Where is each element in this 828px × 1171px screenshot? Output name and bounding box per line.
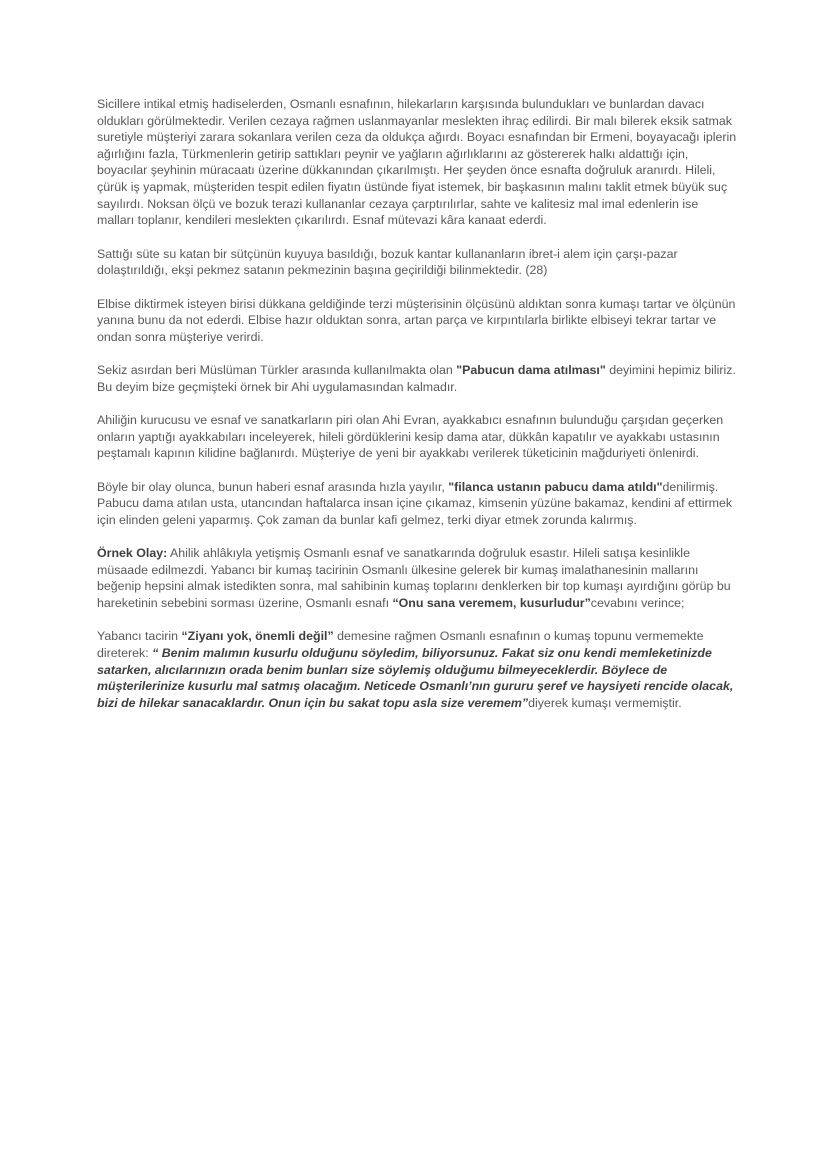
paragraph-text: Böyle bir olay olunca, bunun haberi esnaf arasında hızla yayılır, bbox=[97, 479, 449, 494]
paragraph-text: deyimini hepimiz biliriz. Bu deyim bize geçmişteki örnek bir Ahi uygulamasından kalmadır. bbox=[97, 363, 736, 394]
paragraph-pabuc-deyimi bbox=[97, 362, 737, 395]
paragraph-tacir bbox=[97, 628, 737, 711]
paragraph-sicil: Sicillere intikal etmiş hadiselerden, Osmanlı esnafının, hilekarların karşısında bulundukları ve bunlardan davacı oldukları görülmektedir. Verilen cezaya rağmen uslanmayanlar meslekten ihraç edilirdi. Bir malı bilerek eksik satmak suretiyle müşteriyi zarara sokanlara verilen ceza da oldukça ağırdı. Boyacı esnafından bir Ermeni, boyayacağı iplerin ağırlığını fazla, Türkmenlerin getirip sattıkları peynir ve yağların ağırlıklarını az göstererek halkı aldattığı için, boyacılar şeyhinin müracaatı üzerine dükkanından çıkarılmıştı. Her şeyden önce esnafta doğruluk aranırdı. Hileli, çürük iş yapmak, müşteriden tespit edilen fiyatın üstünde fiyat istemek, bir başkasının malını taklit etmek büyük suç sayılırdı. Noksan ölçü ve bozuk terazi kullananlar cezaya çarptırılırlar, sahte ve kalitesiz mal imal edenlerin ise malları toplanır, kendileri meslekten çıkarılırdı. Esnaf mütevazi kâra kanaat ederdi. bbox=[97, 97, 737, 228]
quote-bold-text: “Ziyanı yok, önemli değil” bbox=[181, 629, 334, 644]
idiom-bold-text: "Pabucun dama atılması" bbox=[456, 363, 606, 378]
paragraph-ahi-evran: Ahiliğin kurucusu ve esnaf ve sanatkarların piri olan Ahi Evran, ayakkabıcı esnafının bulunduğu çarşıdan geçerken onların yaptığı ayakkabıları inceleyerek, hileli gördüklerini kesip dama atar, dükkân kapatılır ve ayakkabı ustasının peştamalı kapının kilidine bağlanırdı. Müşteriye de yeni bir ayakkabı verilerek tüketicinin mağduriyeti önlenirdi. bbox=[97, 413, 724, 461]
paragraph-text: Ahilik ahlâkıyla yetişmiş Osmanlı esnaf ve sanatkarında doğruluk esastır. Hileli satışa kesinlikle müsaade edilmezdi. Yabancı bir kumaş tacirinin Osmanlı ülkesine gelerek bir kumaş imalathanesinin mallarını beğenip hepsini almak istedikten sonra, mal sahibinin kumaş toplarını denklerken bir top kumaşı ayırdığını görüp bu hareketinin sebebini sorması üzerine, Osmanlı esnafı bbox=[97, 546, 731, 611]
quote-bold-text: "filanca ustanın pabucu dama atıldı" bbox=[448, 479, 663, 494]
paragraph-olay bbox=[97, 479, 737, 529]
paragraph-ornek-olay bbox=[97, 545, 737, 611]
paragraph-terzi: Elbise diktirmek isteyen birisi dükkana geldiğinde terzi müşterisinin ölçüsünü aldıktan sonra kumaşı tartar ve ölçünün yanına bunu da not ederdi. Elbise hazır olduktan sonra, artan parça ve kırpıntılarla birlikte elbiseyi tekrar tartar ve ondan sonra müşteriye verirdi. bbox=[97, 296, 736, 344]
document-page bbox=[97, 96, 737, 728]
paragraph-text: diyerek kumaşı vermemiştir. bbox=[528, 695, 682, 710]
paragraph-text: denilirmiş. Pabucu dama atılan usta, utancından haftalarca insan içine çıkamaz, kimsenin yüzüne bakamaz, kendini af ettirmek için elinden geleni yaparmış. Çok zaman da bunlar kafi gelmez, terki diyar etmek zorunda kalırmış. bbox=[97, 479, 733, 527]
paragraph-sutcu: Sattığı süte su katan bir sütçünün kuyuya basıldığı, bozuk kantar kullananların ibret-i alem için çarşı-pazar dolaştırıldığı, ekşi pekmez satanın pekmezinin başına geçirildiği bilinmektedir. (28) bbox=[97, 246, 678, 278]
quote-bold-italic-text: “ Benim malımın kusurlu olduğunu söyledim, biliyorsunuz. Fakat siz onu kendi memleketinizde satarken, alıcılarınızın orada benim bunları size söylemiş olduğumu bilmeyeceklerdir. Böylece de müşterilerinize kusurlu mal satmış olacağım. Neticede Osmanlı’nın gururu şeref ve haysiyeti rencide olacak, bizi de hilekar sanacaklardır. Onun için bu sakat topu asla size veremem” bbox=[97, 646, 734, 710]
paragraph-text: Yabancı tacirin bbox=[97, 629, 182, 644]
paragraph-text: demesine rağmen Osmanlı esnafının o kumaş topunu vermemekte direterek: bbox=[97, 629, 704, 661]
example-label: Örnek Olay: bbox=[97, 546, 168, 561]
quote-bold-text: “Onu sana veremem, kusurludur” bbox=[392, 596, 591, 611]
paragraph-text: cevabını verince; bbox=[590, 596, 685, 611]
paragraph-text: Sekiz asırdan beri Müslüman Türkler arasında kullanılmakta olan bbox=[97, 363, 457, 378]
